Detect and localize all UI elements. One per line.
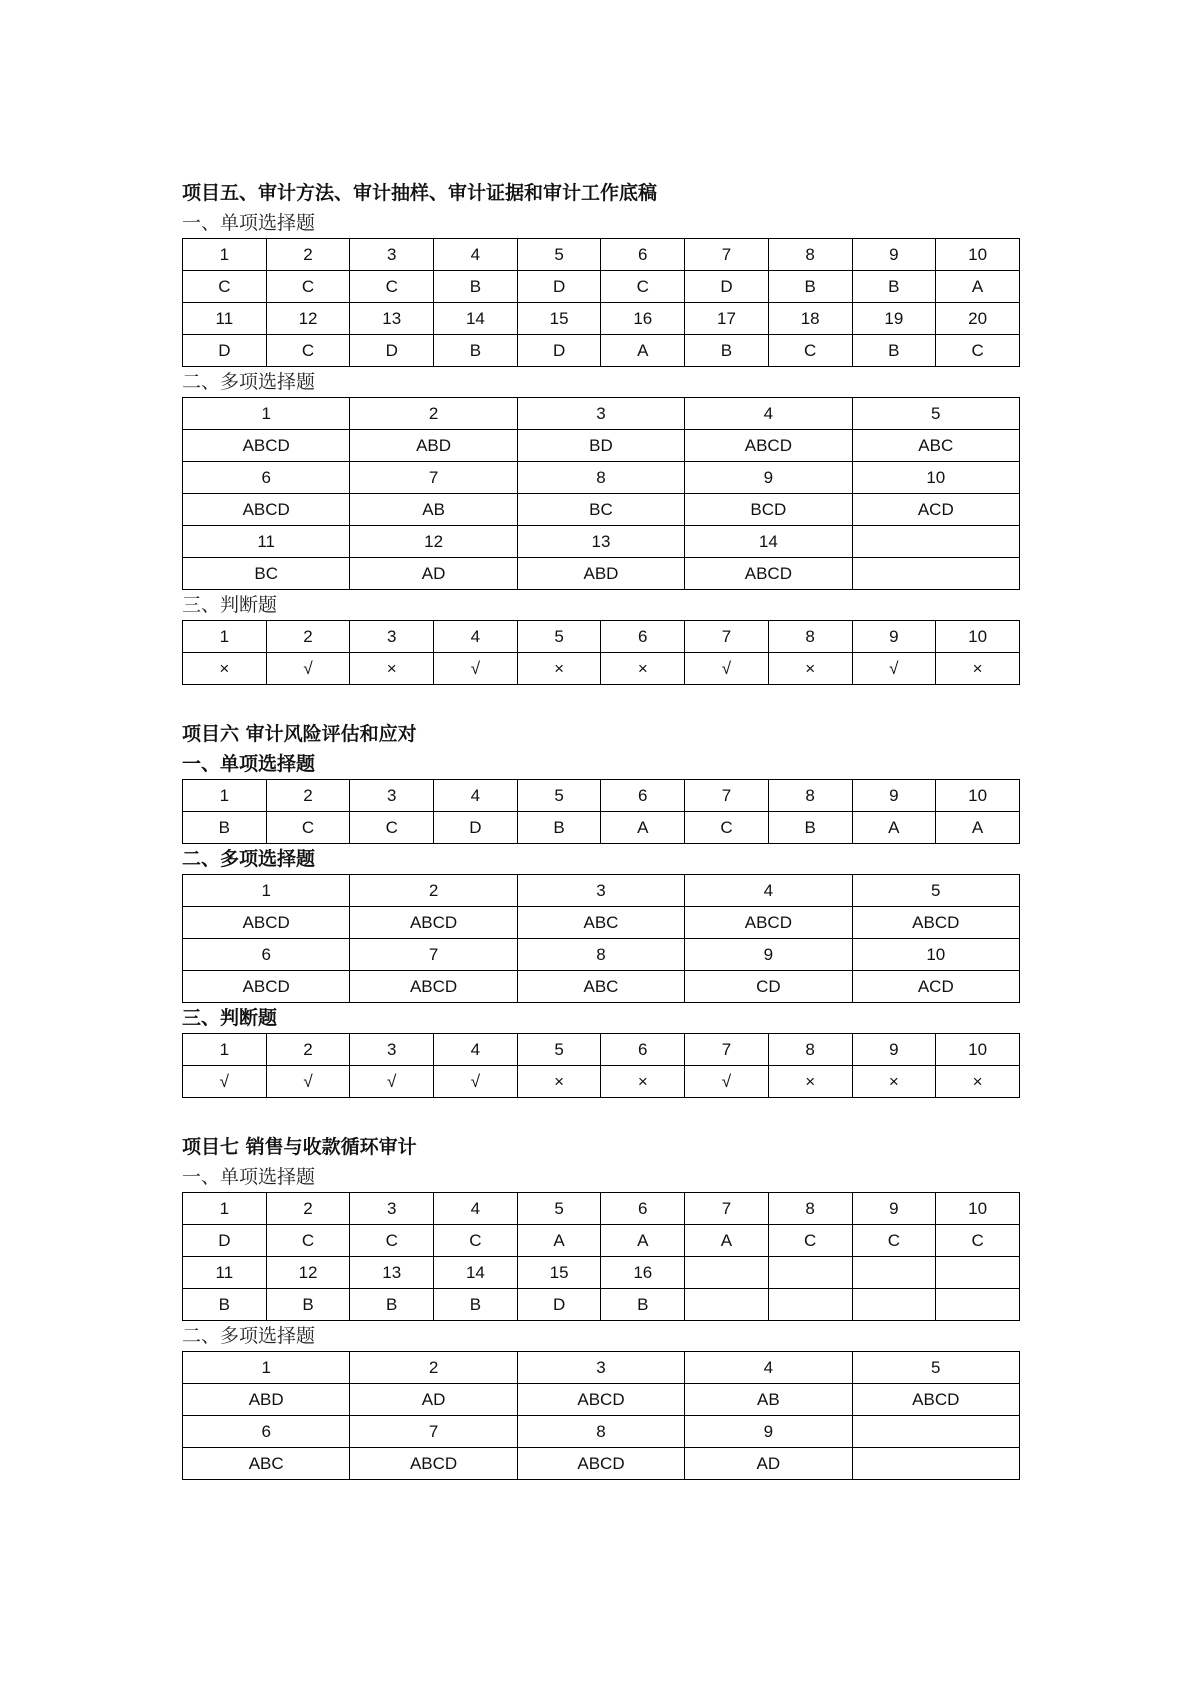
answer-cell xyxy=(685,1289,769,1321)
question-number-cell: 17 xyxy=(685,303,769,335)
answer-cell: × xyxy=(768,1066,852,1098)
question-number-cell: 9 xyxy=(852,1034,936,1066)
question-number-cell: 8 xyxy=(768,1034,852,1066)
answer-cell: CD xyxy=(685,971,852,1003)
question-number-cell: 4 xyxy=(685,398,852,430)
answer-cell: B xyxy=(517,812,601,844)
answer-cell: B xyxy=(434,335,518,367)
question-number-cell xyxy=(936,1257,1020,1289)
question-number-cell: 12 xyxy=(266,1257,350,1289)
answer-cell: B xyxy=(350,1289,434,1321)
answer-cell: ABCD xyxy=(183,494,350,526)
question-number-cell: 5 xyxy=(852,398,1019,430)
question-number-cell: 4 xyxy=(434,1193,518,1225)
answer-cell: ABCD xyxy=(852,907,1019,939)
question-number-cell: 11 xyxy=(183,1257,267,1289)
question-number-cell: 3 xyxy=(517,398,684,430)
question-number-cell: 4 xyxy=(685,875,852,907)
question-number-cell: 14 xyxy=(685,526,852,558)
answer-cell: ABD xyxy=(350,430,517,462)
question-number-cell: 11 xyxy=(183,303,267,335)
question-number-cell: 6 xyxy=(601,780,685,812)
question-number-cell: 1 xyxy=(183,398,350,430)
answer-cell: D xyxy=(517,271,601,303)
question-number-cell: 4 xyxy=(434,621,518,653)
answer-cell: A xyxy=(601,812,685,844)
answer-row xyxy=(183,1066,1020,1098)
answer-cell: BCD xyxy=(685,494,852,526)
answer-row xyxy=(183,971,1020,1003)
question-number-cell: 3 xyxy=(517,1352,684,1384)
answer-table xyxy=(182,620,1020,685)
answer-cell: × xyxy=(768,653,852,685)
question-number-cell: 1 xyxy=(183,875,350,907)
answer-cell: A xyxy=(936,271,1020,303)
question-number-cell: 10 xyxy=(936,1034,1020,1066)
question-number-cell: 8 xyxy=(768,1193,852,1225)
question-number-row xyxy=(183,1034,1020,1066)
question-number-cell: 7 xyxy=(685,1034,769,1066)
section-title: 二、多项选择题 xyxy=(182,1325,316,1347)
question-number-cell xyxy=(685,1257,769,1289)
question-number-cell: 6 xyxy=(183,1416,350,1448)
question-number-cell: 5 xyxy=(517,1034,601,1066)
question-number-cell: 4 xyxy=(434,239,518,271)
question-number-cell: 10 xyxy=(852,939,1019,971)
answer-row xyxy=(183,558,1020,590)
question-number-cell: 6 xyxy=(601,1193,685,1225)
question-number-row xyxy=(183,1257,1020,1289)
question-number-cell: 2 xyxy=(266,621,350,653)
answer-cell: C xyxy=(350,271,434,303)
question-number-cell: 12 xyxy=(266,303,350,335)
question-number-cell: 2 xyxy=(266,239,350,271)
answer-table xyxy=(182,1192,1020,1321)
question-number-cell: 10 xyxy=(936,621,1020,653)
question-number-cell: 9 xyxy=(852,1193,936,1225)
answer-cell: √ xyxy=(685,1066,769,1098)
question-number-row xyxy=(183,939,1020,971)
question-number-cell: 12 xyxy=(350,526,517,558)
answer-cell: C xyxy=(350,812,434,844)
answer-cell: × xyxy=(601,653,685,685)
answer-cell: D xyxy=(517,335,601,367)
answer-cell: ABCD xyxy=(685,430,852,462)
question-number-cell: 11 xyxy=(183,526,350,558)
question-number-cell: 2 xyxy=(350,398,517,430)
answer-cell: C xyxy=(601,271,685,303)
answer-cell: √ xyxy=(183,1066,267,1098)
question-number-cell: 2 xyxy=(350,1352,517,1384)
question-number-cell: 4 xyxy=(434,1034,518,1066)
answer-cell: √ xyxy=(852,653,936,685)
question-number-cell: 7 xyxy=(685,239,769,271)
answer-cell: C xyxy=(350,1225,434,1257)
question-number-cell: 20 xyxy=(936,303,1020,335)
question-number-row xyxy=(183,239,1020,271)
answer-table xyxy=(182,1351,1020,1480)
question-number-cell: 1 xyxy=(183,239,267,271)
question-number-cell: 15 xyxy=(517,303,601,335)
question-number-row xyxy=(183,526,1020,558)
answer-cell: √ xyxy=(266,653,350,685)
question-number-cell: 13 xyxy=(517,526,684,558)
answer-cell xyxy=(852,558,1019,590)
answer-cell: C xyxy=(852,1225,936,1257)
answer-row xyxy=(183,494,1020,526)
answer-cell: ABCD xyxy=(350,971,517,1003)
answer-cell: C xyxy=(685,812,769,844)
answer-cell: ABC xyxy=(183,1448,350,1480)
question-number-row xyxy=(183,398,1020,430)
question-number-row xyxy=(183,621,1020,653)
answer-cell: AD xyxy=(685,1448,852,1480)
question-number-cell: 6 xyxy=(183,939,350,971)
question-number-cell: 10 xyxy=(936,239,1020,271)
answer-table xyxy=(182,238,1020,367)
section-title: 二、多项选择题 xyxy=(182,371,316,393)
answer-row xyxy=(183,812,1020,844)
answer-cell: √ xyxy=(266,1066,350,1098)
answer-cell: D xyxy=(350,335,434,367)
answer-cell: √ xyxy=(350,1066,434,1098)
answer-cell: ABCD xyxy=(183,430,350,462)
question-number-cell: 5 xyxy=(852,1352,1019,1384)
answer-table xyxy=(182,779,1020,844)
answer-cell: ABCD xyxy=(685,907,852,939)
answer-cell: ABC xyxy=(517,971,684,1003)
question-number-cell: 9 xyxy=(685,462,852,494)
question-number-cell: 3 xyxy=(517,875,684,907)
answer-cell: × xyxy=(517,653,601,685)
question-number-cell: 1 xyxy=(183,1193,267,1225)
answer-cell: √ xyxy=(434,1066,518,1098)
answer-cell: × xyxy=(936,1066,1020,1098)
answer-cell: ACD xyxy=(852,971,1019,1003)
answer-cell: D xyxy=(517,1289,601,1321)
section-title: 一、单项选择题 xyxy=(182,753,316,775)
answer-cell: B xyxy=(601,1289,685,1321)
section-gap xyxy=(182,1098,1020,1132)
question-number-cell: 16 xyxy=(601,1257,685,1289)
document-body xyxy=(182,178,1020,1480)
question-number-cell: 2 xyxy=(266,1193,350,1225)
answer-cell: BC xyxy=(517,494,684,526)
question-number-cell: 10 xyxy=(936,780,1020,812)
question-number-cell: 9 xyxy=(852,621,936,653)
question-number-row xyxy=(183,1193,1020,1225)
answer-cell: BD xyxy=(517,430,684,462)
answer-cell: × xyxy=(852,1066,936,1098)
answer-cell: C xyxy=(266,1225,350,1257)
answer-table xyxy=(182,397,1020,590)
answer-cell: A xyxy=(601,335,685,367)
answer-cell: ACD xyxy=(852,494,1019,526)
answer-cell: B xyxy=(183,1289,267,1321)
question-number-cell: 9 xyxy=(685,1416,852,1448)
question-number-cell: 6 xyxy=(601,239,685,271)
section-title: 一、单项选择题 xyxy=(182,212,316,234)
answer-cell: √ xyxy=(685,653,769,685)
question-number-cell: 8 xyxy=(517,939,684,971)
question-number-row xyxy=(183,1416,1020,1448)
answer-cell: ABCD xyxy=(517,1448,684,1480)
answer-cell: A xyxy=(852,812,936,844)
question-number-cell: 10 xyxy=(852,462,1019,494)
answer-row xyxy=(183,1448,1020,1480)
question-number-cell: 3 xyxy=(350,780,434,812)
answer-cell: ABCD xyxy=(183,907,350,939)
answer-cell: A xyxy=(517,1225,601,1257)
answer-row xyxy=(183,430,1020,462)
question-number-cell: 7 xyxy=(685,1193,769,1225)
question-number-cell: 5 xyxy=(517,239,601,271)
question-number-cell: 2 xyxy=(350,875,517,907)
answer-cell: D xyxy=(434,812,518,844)
question-number-cell: 1 xyxy=(183,1034,267,1066)
question-number-cell: 5 xyxy=(517,621,601,653)
project-title: 项目五、审计方法、审计抽样、审计证据和审计工作底稿 xyxy=(182,182,658,204)
answer-cell: A xyxy=(601,1225,685,1257)
answer-cell: C xyxy=(936,335,1020,367)
question-number-cell: 8 xyxy=(768,239,852,271)
question-number-cell: 5 xyxy=(517,1193,601,1225)
question-number-cell xyxy=(852,526,1019,558)
question-number-cell xyxy=(852,1257,936,1289)
answer-cell: C xyxy=(936,1225,1020,1257)
answer-cell: C xyxy=(266,271,350,303)
question-number-cell: 7 xyxy=(350,1416,517,1448)
answer-cell: × xyxy=(517,1066,601,1098)
question-number-row xyxy=(183,303,1020,335)
answer-cell: × xyxy=(183,653,267,685)
question-number-cell: 19 xyxy=(852,303,936,335)
answer-cell: B xyxy=(852,335,936,367)
answer-cell: BC xyxy=(183,558,350,590)
answer-cell: ABD xyxy=(183,1384,350,1416)
question-number-row xyxy=(183,780,1020,812)
answer-cell: C xyxy=(266,812,350,844)
answer-cell: AB xyxy=(685,1384,852,1416)
section-title: 一、单项选择题 xyxy=(182,1166,316,1188)
question-number-cell: 6 xyxy=(183,462,350,494)
question-number-cell: 16 xyxy=(601,303,685,335)
question-number-row xyxy=(183,462,1020,494)
answer-cell: AD xyxy=(350,558,517,590)
question-number-cell: 14 xyxy=(434,303,518,335)
answer-cell: ABC xyxy=(852,430,1019,462)
question-number-cell: 3 xyxy=(350,1034,434,1066)
question-number-cell: 7 xyxy=(685,780,769,812)
question-number-cell: 8 xyxy=(517,462,684,494)
answer-cell: ABCD xyxy=(852,1384,1019,1416)
question-number-cell: 9 xyxy=(685,939,852,971)
question-number-cell: 8 xyxy=(768,621,852,653)
section-title: 三、判断题 xyxy=(182,1007,278,1029)
answer-cell: D xyxy=(685,271,769,303)
question-number-cell: 9 xyxy=(852,780,936,812)
question-number-cell: 13 xyxy=(350,303,434,335)
answer-row xyxy=(183,653,1020,685)
question-number-cell: 6 xyxy=(601,621,685,653)
answer-cell: A xyxy=(936,812,1020,844)
question-number-cell: 7 xyxy=(685,621,769,653)
question-number-cell: 1 xyxy=(183,621,267,653)
project-title: 项目七 销售与收款循环审计 xyxy=(182,1136,417,1158)
question-number-cell: 6 xyxy=(601,1034,685,1066)
question-number-cell xyxy=(768,1257,852,1289)
question-number-cell: 1 xyxy=(183,780,267,812)
question-number-cell: 4 xyxy=(434,780,518,812)
answer-cell: B xyxy=(183,812,267,844)
answer-cell xyxy=(852,1289,936,1321)
question-number-cell: 13 xyxy=(350,1257,434,1289)
answer-cell xyxy=(936,1289,1020,1321)
question-number-cell: 10 xyxy=(936,1193,1020,1225)
answer-cell xyxy=(768,1289,852,1321)
answer-cell: ABCD xyxy=(350,1448,517,1480)
answer-cell: C xyxy=(434,1225,518,1257)
answer-row xyxy=(183,1384,1020,1416)
answer-cell xyxy=(852,1448,1019,1480)
answer-cell: D xyxy=(183,335,267,367)
question-number-cell: 4 xyxy=(685,1352,852,1384)
question-number-cell: 3 xyxy=(350,239,434,271)
answer-cell: C xyxy=(768,1225,852,1257)
answer-cell: C xyxy=(768,335,852,367)
answer-cell: A xyxy=(685,1225,769,1257)
answer-cell: B xyxy=(266,1289,350,1321)
answer-cell: B xyxy=(685,335,769,367)
answer-cell: B xyxy=(768,271,852,303)
question-number-cell xyxy=(852,1416,1019,1448)
question-number-cell: 7 xyxy=(350,462,517,494)
answer-cell: AB xyxy=(350,494,517,526)
answer-cell: C xyxy=(183,271,267,303)
answer-table xyxy=(182,1033,1020,1098)
question-number-cell: 5 xyxy=(517,780,601,812)
answer-cell: × xyxy=(601,1066,685,1098)
question-number-row xyxy=(183,1352,1020,1384)
section-gap xyxy=(182,685,1020,719)
answer-cell: √ xyxy=(434,653,518,685)
section-title: 三、判断题 xyxy=(182,594,278,616)
answer-cell: × xyxy=(936,653,1020,685)
question-number-cell: 3 xyxy=(350,1193,434,1225)
answer-row xyxy=(183,271,1020,303)
question-number-cell: 2 xyxy=(266,1034,350,1066)
answer-cell: B xyxy=(768,812,852,844)
question-number-cell: 1 xyxy=(183,1352,350,1384)
answer-cell: B xyxy=(434,1289,518,1321)
answer-row xyxy=(183,907,1020,939)
question-number-cell: 18 xyxy=(768,303,852,335)
answer-cell: ABC xyxy=(517,907,684,939)
answer-cell: ABCD xyxy=(350,907,517,939)
question-number-cell: 8 xyxy=(768,780,852,812)
answer-row xyxy=(183,335,1020,367)
answer-cell: C xyxy=(266,335,350,367)
answer-cell: AD xyxy=(350,1384,517,1416)
answer-cell: ABD xyxy=(517,558,684,590)
answer-cell: ABCD xyxy=(685,558,852,590)
answer-cell: × xyxy=(350,653,434,685)
question-number-row xyxy=(183,875,1020,907)
question-number-cell: 8 xyxy=(517,1416,684,1448)
question-number-cell: 5 xyxy=(852,875,1019,907)
answer-cell: ABCD xyxy=(183,971,350,1003)
question-number-cell: 2 xyxy=(266,780,350,812)
answer-cell: B xyxy=(852,271,936,303)
answer-row xyxy=(183,1225,1020,1257)
answer-table xyxy=(182,874,1020,1003)
section-title: 二、多项选择题 xyxy=(182,848,316,870)
question-number-cell: 3 xyxy=(350,621,434,653)
question-number-cell: 15 xyxy=(517,1257,601,1289)
question-number-cell: 7 xyxy=(350,939,517,971)
answer-row xyxy=(183,1289,1020,1321)
answer-cell: ABCD xyxy=(517,1384,684,1416)
question-number-cell: 9 xyxy=(852,239,936,271)
answer-cell: D xyxy=(183,1225,267,1257)
question-number-cell: 14 xyxy=(434,1257,518,1289)
answer-cell: B xyxy=(434,271,518,303)
project-title: 项目六 审计风险评估和应对 xyxy=(182,723,417,745)
